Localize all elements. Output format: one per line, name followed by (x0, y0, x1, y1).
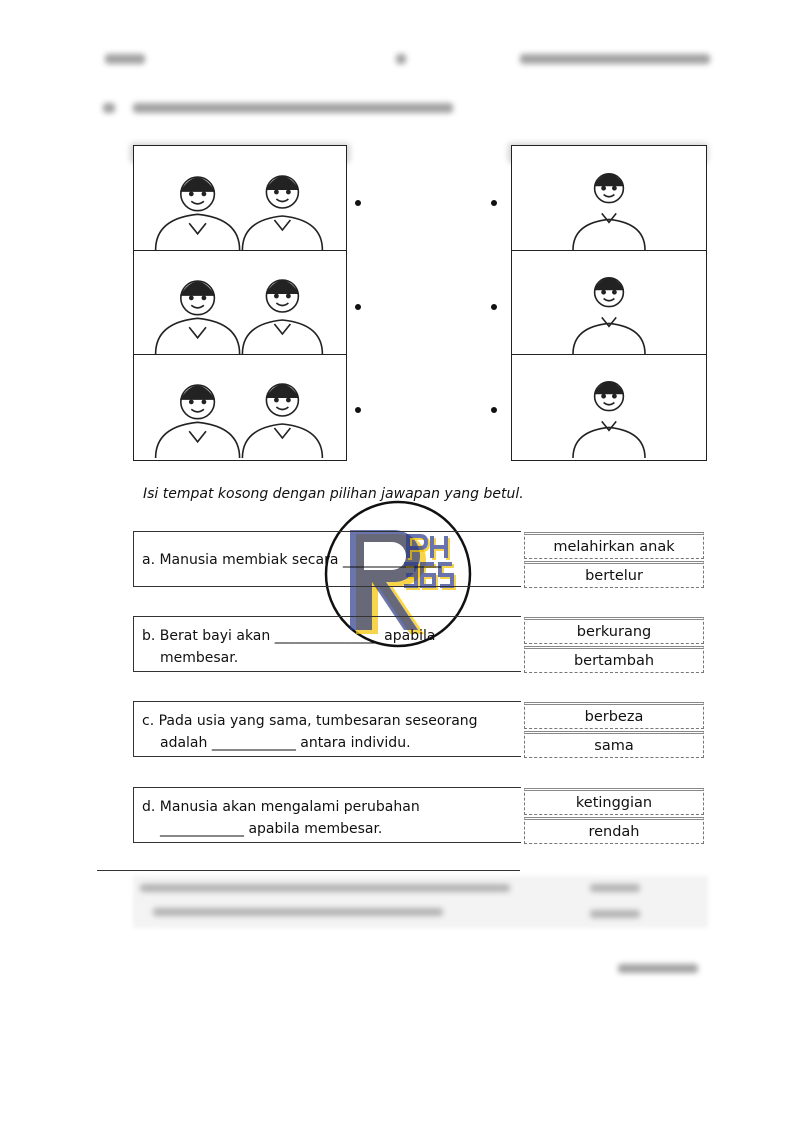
question-d-line1: d. Manusia akan mengalami perubahan (142, 799, 420, 815)
child-image-1 (512, 146, 706, 251)
match-dot-left-1[interactable] (355, 200, 361, 206)
child-image-3 (512, 354, 706, 458)
child-image-2 (512, 250, 706, 355)
option-a1[interactable]: melahirkan anak (524, 532, 704, 559)
person-drawing (242, 176, 322, 250)
option-c1[interactable]: berbeza (524, 702, 704, 729)
question-a-text: a. Manusia membiak secara ______________ (142, 552, 441, 568)
children-images-column (511, 145, 707, 461)
option-d1[interactable]: ketinggian (524, 788, 704, 815)
question-b (133, 616, 521, 672)
parents-image-2 (134, 250, 346, 355)
divider-line (97, 870, 520, 871)
header-right-blurred (520, 54, 710, 64)
question-c-line1: c. Pada usia yang sama, tumbesaran seseorang (142, 713, 478, 729)
question-b-line2: membesar. (160, 650, 239, 666)
match-dot-right-2[interactable] (491, 304, 497, 310)
question-c-line2: adalah ____________ antara individu. (160, 735, 411, 751)
person-drawing (573, 174, 645, 250)
question-heading-blurred (133, 103, 453, 113)
person-drawing (573, 382, 645, 458)
match-dot-left-2[interactable] (355, 304, 361, 310)
match-dot-right-3[interactable] (491, 407, 497, 413)
person-drawing (156, 385, 240, 458)
question-e-text-blurred (140, 884, 510, 892)
question-number-blurred (103, 103, 115, 113)
parents-images-column (133, 145, 347, 461)
match-dot-left-3[interactable] (355, 407, 361, 413)
header-left-blurred (105, 54, 145, 64)
instruction-text: Isi tempat kosong dengan pilihan jawapan yang betul. (143, 486, 524, 502)
option-d2[interactable]: rendah (524, 817, 704, 844)
question-b-line1: b. Berat bayi akan _______________ apabila (142, 628, 436, 644)
parents-image-3 (134, 354, 346, 458)
person-drawing (156, 177, 240, 250)
question-c (133, 701, 521, 757)
person-drawing (573, 278, 645, 354)
option-b1[interactable]: berkurang (524, 617, 704, 644)
parents-image-1 (134, 146, 346, 251)
question-a (133, 531, 521, 587)
person-drawing (242, 280, 322, 354)
page-number-blurred (396, 54, 406, 64)
question-d (133, 787, 521, 843)
option-e1-blurred (590, 884, 640, 892)
question-d-line2: ____________ apabila membesar. (160, 821, 383, 837)
option-a2[interactable]: bertelur (524, 561, 704, 588)
question-e-text-blurred-2 (153, 908, 443, 916)
person-drawing (156, 281, 240, 354)
marks-blurred (618, 964, 698, 973)
person-drawing (242, 384, 322, 458)
option-e2-blurred (590, 910, 640, 918)
match-dot-right-1[interactable] (491, 200, 497, 206)
option-c2[interactable]: sama (524, 731, 704, 758)
option-b2[interactable]: bertambah (524, 646, 704, 673)
